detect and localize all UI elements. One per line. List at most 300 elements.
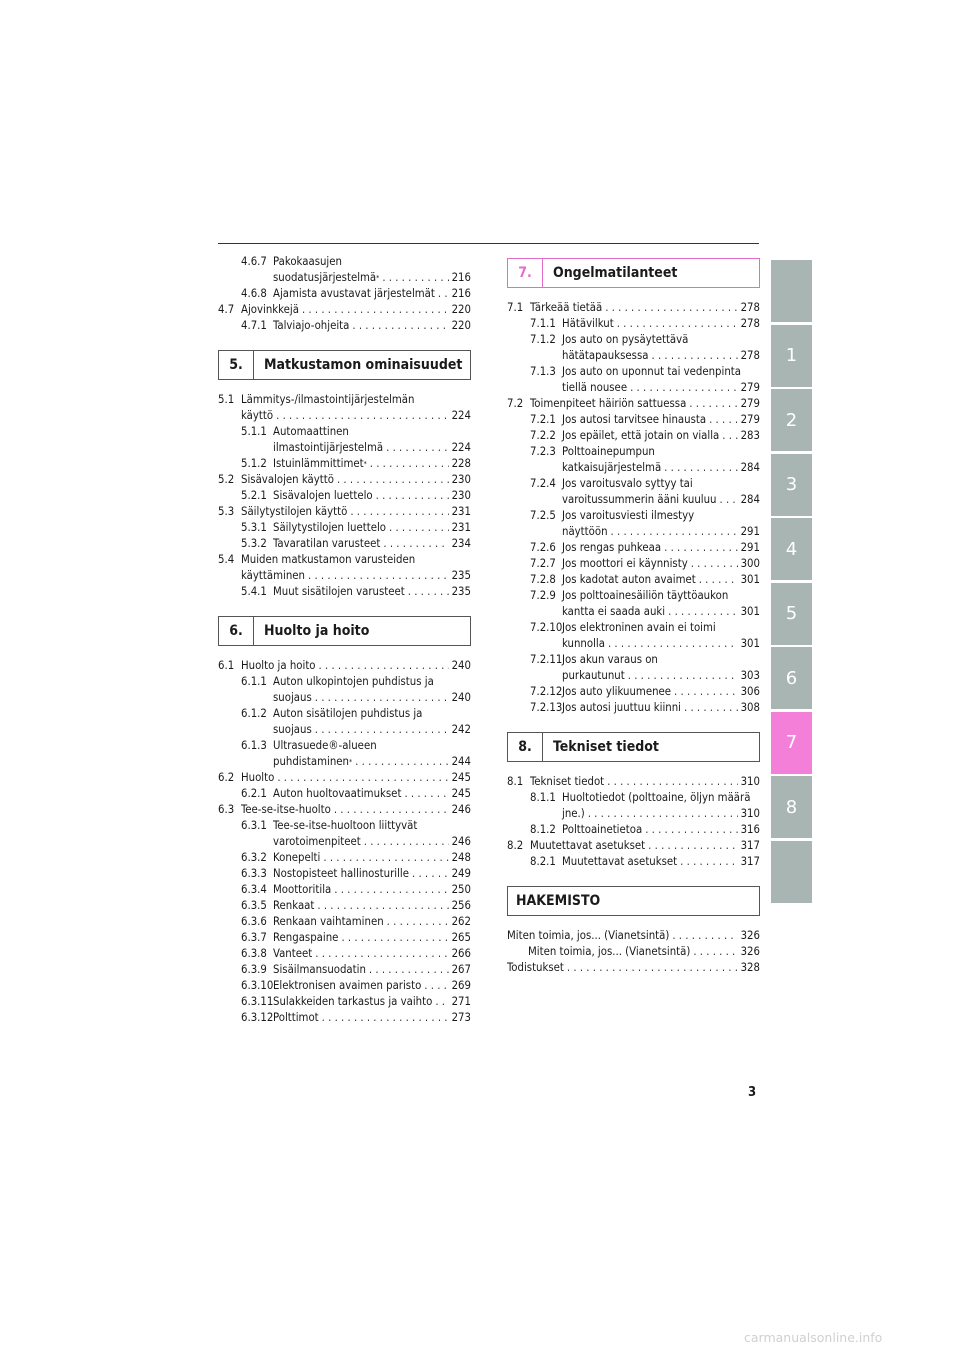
section-number: 8. (508, 733, 543, 761)
leader-dots (387, 914, 449, 930)
toc-entry-page: 265 (451, 931, 471, 944)
toc-entry-page: 242 (451, 723, 471, 736)
toc-entry-number: 7.1.2 (530, 333, 556, 346)
leader-dots (648, 838, 737, 854)
toc-entry[interactable] (218, 898, 471, 914)
toc-entry-page: 250 (451, 883, 471, 896)
toc-entry-number: 8.2.1 (530, 855, 556, 868)
toc-entry-page: 216 (451, 287, 471, 300)
toc-entry-text: varoitussummerin ääni kuuluu (562, 493, 717, 506)
toc-entry[interactable] (218, 318, 471, 334)
toc-entry-number: 7.2.3 (530, 445, 556, 458)
toc-entry[interactable] (218, 254, 471, 286)
toc-entry[interactable] (507, 332, 760, 364)
toc-entry[interactable] (507, 790, 760, 822)
toc-entry-text: Auton huoltovaatimukset (273, 787, 402, 800)
chapter-tab[interactable]: 2 (771, 389, 812, 451)
toc-entry[interactable] (218, 786, 471, 802)
toc-entry[interactable] (218, 286, 471, 302)
toc-entry-text: Sisävalojen luettelo (273, 489, 373, 502)
toc-entry-text: Jos autosi tarvitsee hinausta (562, 413, 707, 426)
toc-entry[interactable] (507, 774, 760, 790)
chapter-tab[interactable]: 3 (771, 454, 812, 516)
toc-entry[interactable] (218, 552, 471, 584)
toc-entry-line (273, 318, 471, 334)
toc-entry-line (273, 286, 471, 302)
toc-entry-line (562, 316, 760, 332)
toc-entry-line (273, 738, 471, 754)
toc-entry[interactable] (218, 424, 471, 456)
toc-entry-page: 269 (451, 979, 471, 992)
toc-entry[interactable] (507, 364, 760, 396)
toc-entry-number: 6.1 (218, 659, 235, 672)
toc-entry-line (273, 1010, 471, 1026)
toc-entry[interactable] (507, 428, 760, 444)
toc-entry-line (562, 604, 760, 620)
toc-entry-number: 5.3.2 (241, 537, 267, 550)
toc-entry[interactable] (507, 396, 760, 412)
toc-entry-text: suojaus (273, 723, 312, 736)
toc-entry[interactable] (507, 444, 760, 476)
toc-entry-line (562, 380, 760, 396)
toc-entry-number: 8.1 (507, 775, 524, 788)
toc-entry[interactable] (507, 960, 760, 976)
toc-entry-line (273, 722, 471, 738)
leader-dots (684, 700, 738, 716)
leader-dots (386, 440, 448, 456)
leader-dots (276, 408, 448, 424)
toc-entry-page: 301 (740, 573, 760, 586)
toc-entry[interactable] (218, 520, 471, 536)
leader-dots (699, 572, 738, 588)
leader-dots (404, 786, 448, 802)
toc-entry-page: 235 (451, 569, 471, 582)
toc-entry[interactable] (218, 504, 471, 520)
chapter-tab[interactable]: 5 (771, 583, 812, 645)
leader-dots (412, 866, 449, 882)
toc-entry-page: 216 (451, 271, 471, 284)
toc-entry[interactable] (507, 476, 760, 508)
section-header (218, 350, 471, 380)
toc-entry-page: 317 (740, 839, 760, 852)
leader-dots (628, 668, 738, 684)
toc-entry-text: Polttoainetietoa (562, 823, 643, 836)
toc-entry-text: Jos kadotat auton avaimet (562, 573, 696, 586)
toc-entry-line (273, 584, 471, 600)
toc-entry-text: Istuinlämmittimet (273, 457, 364, 470)
section-title: Matkustamon ominaisuudet (264, 357, 463, 373)
toc-entry-line (273, 520, 471, 536)
toc-entry[interactable] (218, 978, 471, 994)
toc-entry[interactable] (218, 488, 471, 504)
leader-dots (651, 348, 737, 364)
leader-dots (693, 944, 737, 960)
toc-entry[interactable] (218, 850, 471, 866)
toc-entry[interactable] (507, 540, 760, 556)
toc-entry-line (562, 652, 760, 668)
toc-entry[interactable] (218, 994, 471, 1010)
toc-entry-line (562, 620, 760, 636)
toc-entry-page: 278 (740, 317, 760, 330)
toc-entry-number: 6.1.3 (241, 739, 267, 752)
leader-dots (352, 318, 448, 334)
toc-entry-page: 246 (451, 835, 471, 848)
chapter-tab[interactable] (771, 841, 812, 903)
toc-entry[interactable] (507, 700, 760, 716)
toc-entry-page: 326 (740, 929, 760, 942)
toc-entry-text: kantta ei saada auki (562, 605, 666, 618)
toc-entry-line (530, 774, 760, 790)
section-header (507, 258, 760, 288)
toc-entry-page: 284 (740, 461, 760, 474)
toc-entry-line (241, 552, 471, 568)
toc-entry-text: Lämmitys-/ilmastointijärjestelmän (241, 393, 415, 406)
toc-entry-number: 6.3.12 (241, 1011, 274, 1024)
footnote-mark: * (376, 274, 380, 282)
toc-entry-number: 6.1.2 (241, 707, 267, 720)
toc-entry[interactable] (218, 536, 471, 552)
toc-left-column (218, 254, 471, 1026)
toc-entry[interactable] (218, 770, 471, 786)
section-number: 5. (219, 351, 254, 379)
toc-entry[interactable] (507, 572, 760, 588)
leader-dots (668, 604, 737, 620)
toc-entry[interactable] (218, 456, 471, 472)
toc-entry[interactable] (507, 556, 760, 572)
toc-entry-page: 244 (451, 755, 471, 768)
toc-entry[interactable] (218, 706, 471, 738)
leader-dots (322, 1010, 449, 1026)
toc-entry-line (273, 818, 471, 834)
toc-entry-text: Muutettavat asetukset (562, 855, 678, 868)
toc-entry-text: Tavaratilan varusteet (273, 537, 381, 550)
toc-entry-number: 7.2.8 (530, 573, 556, 586)
toc-entry-text: Ultrasuede®-alueen (273, 739, 377, 752)
toc-entry-text: Renkaat (273, 899, 315, 912)
toc-entry-number: 4.7 (218, 303, 235, 316)
leader-dots (617, 316, 738, 332)
toc-entry-line (562, 492, 760, 508)
toc-entry-number: 6.3.5 (241, 899, 267, 912)
toc-entry-number: 6.3.7 (241, 931, 267, 944)
toc-entry-number: 7.2.6 (530, 541, 556, 554)
toc-entry-text: Jos auto on uponnut tai vedenpinta (562, 365, 741, 378)
toc-entry-line (273, 962, 471, 978)
toc-entry-number: 6.3.4 (241, 883, 267, 896)
toc-entry-text: Polttoainepumpun (562, 445, 655, 458)
toc-entry-number: 5.2 (218, 473, 235, 486)
toc-entry-number: 6.2.1 (241, 787, 267, 800)
toc-entry-number: 8.2 (507, 839, 524, 852)
toc-entry-text: Talviajo-ohjeita (273, 319, 350, 332)
toc-entry-page: 231 (451, 505, 471, 518)
toc-entry-text: suojaus (273, 691, 312, 704)
toc-entry-page: 306 (740, 685, 760, 698)
toc-entry[interactable] (218, 882, 471, 898)
toc-entry-number: 6.1.1 (241, 675, 267, 688)
toc-entry-number: 7.2.9 (530, 589, 556, 602)
leader-dots (605, 300, 737, 316)
toc-entry-line (241, 472, 471, 488)
toc-entry-page: 317 (740, 855, 760, 868)
chapter-tab[interactable]: 4 (771, 518, 812, 580)
toc-entry-text: katkaisujärjestelmä (562, 461, 662, 474)
toc-entry-line (562, 636, 760, 652)
toc-entry-number: 7.2.12 (530, 685, 563, 698)
toc-entry-number: 6.2 (218, 771, 235, 784)
leader-dots (369, 962, 449, 978)
toc-entry[interactable] (507, 412, 760, 428)
toc-entry-number: 7.1.3 (530, 365, 556, 378)
leader-dots (315, 690, 449, 706)
toc-entry-page: 240 (451, 659, 471, 672)
toc-entry-page: 224 (451, 409, 471, 422)
toc-entry-number: 6.3.8 (241, 947, 267, 960)
toc-entry-text: Jos auto on pysäytettävä (562, 333, 689, 346)
toc-entry-line (273, 850, 471, 866)
toc-entry[interactable] (218, 392, 471, 424)
leader-dots (567, 960, 738, 976)
toc-right-column (507, 258, 760, 976)
toc-entry-number: 6.3.2 (241, 851, 267, 864)
toc-entry-page: 328 (740, 961, 760, 974)
leader-dots (722, 428, 737, 444)
watermark: carmanualsonline.info (744, 1330, 883, 1345)
chapter-tab[interactable] (771, 260, 812, 322)
toc-entry-text: Miten toimia, jos... (Vianetsintä) (528, 945, 691, 958)
toc-entry-page: 228 (451, 457, 471, 470)
toc-entry-page: 273 (451, 1011, 471, 1024)
toc-entry-number: 7.2.4 (530, 477, 556, 490)
toc-entry-number: 4.6.8 (241, 287, 267, 300)
toc-entry-text: Jos moottori ei käynnisty (562, 557, 688, 570)
toc-entry-text: Nostopisteet hallinosturille (273, 867, 410, 880)
toc-entry[interactable] (218, 866, 471, 882)
chapter-tab[interactable]: 1 (771, 325, 812, 387)
toc-entry-number: 5.3.1 (241, 521, 267, 534)
toc-entry-line (273, 898, 471, 914)
toc-entry-line (507, 928, 760, 944)
toc-entry-line (562, 524, 760, 540)
toc-entry-text: Muiden matkustamon varusteiden (241, 553, 416, 566)
leader-dots (364, 834, 449, 850)
toc-entry-page: 224 (451, 441, 471, 454)
toc-entry-text: Todistukset (507, 961, 564, 974)
toc-entry[interactable] (218, 946, 471, 962)
toc-entry-number: 6.3.10 (241, 979, 274, 992)
toc-entry-text: kunnolla (562, 637, 605, 650)
toc-entry-line (562, 540, 760, 556)
toc-entry[interactable] (218, 1010, 471, 1026)
toc-entry-text: Jos autosi juuttuu kiinni (562, 701, 681, 714)
toc-entry-number: 5.1.1 (241, 425, 267, 438)
toc-entry[interactable] (218, 802, 471, 818)
leader-dots (709, 412, 738, 428)
leader-dots (719, 492, 737, 508)
toc-entry[interactable] (218, 658, 471, 674)
toc-entry[interactable] (507, 300, 760, 316)
toc-entry-line (562, 444, 760, 460)
toc-entry[interactable] (218, 584, 471, 600)
toc-entry-text: Sisävalojen käyttö (241, 473, 334, 486)
leader-dots (691, 556, 738, 572)
leader-dots (408, 584, 449, 600)
toc-entry-page: 278 (740, 301, 760, 314)
section-title: Ongelmatilanteet (553, 265, 678, 281)
toc-entry-number: 8.1.2 (530, 823, 556, 836)
toc-entry-text: puhdistaminen (273, 755, 349, 768)
toc-entry-text: Moottoritila (273, 883, 332, 896)
toc-entry-page: 262 (451, 915, 471, 928)
toc-entry-text: näyttöön (562, 525, 608, 538)
toc-entry-line (241, 302, 471, 318)
toc-entry-page: 303 (740, 669, 760, 682)
toc-entry[interactable] (218, 302, 471, 318)
toc-entry[interactable] (218, 674, 471, 706)
toc-entry-text: Jos epäilet, että jotain on vialla (562, 429, 720, 442)
toc-entry-page: 245 (451, 787, 471, 800)
toc-entry-line (273, 706, 471, 722)
toc-entry-line (273, 786, 471, 802)
toc-entry-page: 310 (740, 807, 760, 820)
toc-entry-line (273, 866, 471, 882)
toc-entry[interactable] (218, 472, 471, 488)
toc-entry-line (273, 270, 471, 286)
toc-entry-number: 8.1.1 (530, 791, 556, 804)
toc-entry[interactable] (507, 620, 760, 652)
toc-entry-text: Jos auto ylikuumenee (562, 685, 672, 698)
toc-entry-number: 7.2.13 (530, 701, 563, 714)
toc-entry-text: Huoltotiedot (polttoaine, öljyn määrä (562, 791, 751, 804)
toc-entry-text: Jos elektroninen avain ei toimi (562, 621, 716, 634)
toc-entry-line (273, 674, 471, 690)
toc-entry-page: 278 (740, 349, 760, 362)
toc-entry-line (562, 806, 760, 822)
section-header (507, 886, 760, 916)
toc-entry-line (241, 802, 471, 818)
toc-entry-page: 266 (451, 947, 471, 960)
chapter-tab[interactable]: 8 (771, 776, 812, 838)
toc-entry-line (273, 440, 471, 456)
toc-entry-text: Sulakkeiden tarkastus ja vaihto (273, 995, 433, 1008)
toc-entry-line (530, 838, 760, 854)
leader-dots (334, 882, 448, 898)
toc-entry-text: Muut sisätilojen varusteet (273, 585, 405, 598)
toc-entry-text: Jos akun varaus on (562, 653, 658, 666)
toc-entry-page: 240 (451, 691, 471, 704)
toc-entry[interactable] (218, 914, 471, 930)
toc-entry[interactable] (218, 818, 471, 850)
section-number: 7. (508, 259, 543, 287)
leader-dots (350, 504, 448, 520)
toc-entry-number: 7.1 (507, 301, 524, 314)
toc-entry[interactable] (507, 588, 760, 620)
toc-entry-text: Tärkeää tietää (530, 301, 603, 314)
toc-entry-number: 6.3.6 (241, 915, 267, 928)
leader-dots (664, 540, 737, 556)
toc-entry-line (273, 994, 471, 1010)
toc-entry[interactable] (507, 652, 760, 684)
toc-entry[interactable] (218, 930, 471, 946)
leader-dots (645, 822, 737, 838)
chapter-tab[interactable]: 6 (771, 647, 812, 709)
toc-entry-page: 310 (740, 775, 760, 788)
toc-entry-text: Tekniset tiedot (530, 775, 605, 788)
toc-entry-text: käyttäminen (241, 569, 305, 582)
toc-entry-text: Polttimot (273, 1011, 319, 1024)
toc-entry[interactable] (507, 838, 760, 854)
section-title: Tekniset tiedot (553, 739, 659, 755)
toc-entry-page: 267 (451, 963, 471, 976)
toc-entry[interactable] (507, 508, 760, 540)
toc-entry-number: 7.2.11 (530, 653, 563, 666)
toc-entry-number: 7.2 (507, 397, 524, 410)
toc-entry-text: Miten toimia, jos... (Vianetsintä) (507, 929, 670, 942)
toc-entry-text: Toimenpiteet häiriön sattuessa (530, 397, 687, 410)
toc-entry-text: Säilytystilojen käyttö (241, 505, 348, 518)
leader-dots (689, 396, 737, 412)
leader-dots (323, 850, 448, 866)
toc-entry[interactable] (507, 928, 760, 944)
toc-entry-text: Konepelti (273, 851, 321, 864)
toc-entry-number: 5.1.2 (241, 457, 267, 470)
toc-entry-number: 7.2.1 (530, 413, 556, 426)
toc-entry-page: 235 (451, 585, 471, 598)
leader-dots (370, 456, 449, 472)
toc-entry-line (562, 790, 760, 806)
toc-entry[interactable] (507, 684, 760, 700)
toc-entry-page: 291 (740, 541, 760, 554)
toc-entry-line (241, 408, 471, 424)
toc-entry-line (562, 700, 760, 716)
toc-entry-line (241, 392, 471, 408)
toc-entry-page: 245 (451, 771, 471, 784)
toc-entry[interactable] (507, 944, 760, 960)
toc-entry[interactable] (218, 738, 471, 770)
section-header (507, 732, 760, 762)
toc-entry-text: purkautunut (562, 669, 625, 682)
toc-entry[interactable] (507, 854, 760, 870)
leader-dots (672, 928, 737, 944)
toc-entry-line (273, 754, 471, 770)
toc-entry-line (530, 300, 760, 316)
toc-entry-text: ilmastointijärjestelmä (273, 441, 384, 454)
toc-entry-page: 326 (740, 945, 760, 958)
toc-entry-line (273, 536, 471, 552)
toc-entry-text: suodatusjärjestelmä (273, 271, 377, 284)
toc-entry-line (273, 254, 471, 270)
toc-entry-page: 279 (740, 413, 760, 426)
toc-entry-line (562, 428, 760, 444)
toc-entry[interactable] (507, 822, 760, 838)
toc-entry[interactable] (218, 962, 471, 978)
toc-entry-page: 230 (451, 473, 471, 486)
toc-entry[interactable] (507, 316, 760, 332)
toc-entry-page: 300 (740, 557, 760, 570)
toc-entry-text: jne.) (562, 807, 585, 820)
footnote-mark: * (363, 460, 367, 468)
toc-entry-text: Jos varoitusviesti ilmestyy (562, 509, 695, 522)
toc-entry-line (273, 882, 471, 898)
leader-dots (341, 930, 448, 946)
toc-entry-line (562, 348, 760, 364)
toc-entry-number: 6.3.1 (241, 819, 267, 832)
leader-dots (435, 994, 448, 1010)
toc-entry-text: Ajamista avustavat järjestelmät (273, 287, 435, 300)
chapter-tab[interactable]: 7 (771, 712, 812, 774)
toc-entry-text: Huolto (241, 771, 275, 784)
toc-entry-line (241, 504, 471, 520)
